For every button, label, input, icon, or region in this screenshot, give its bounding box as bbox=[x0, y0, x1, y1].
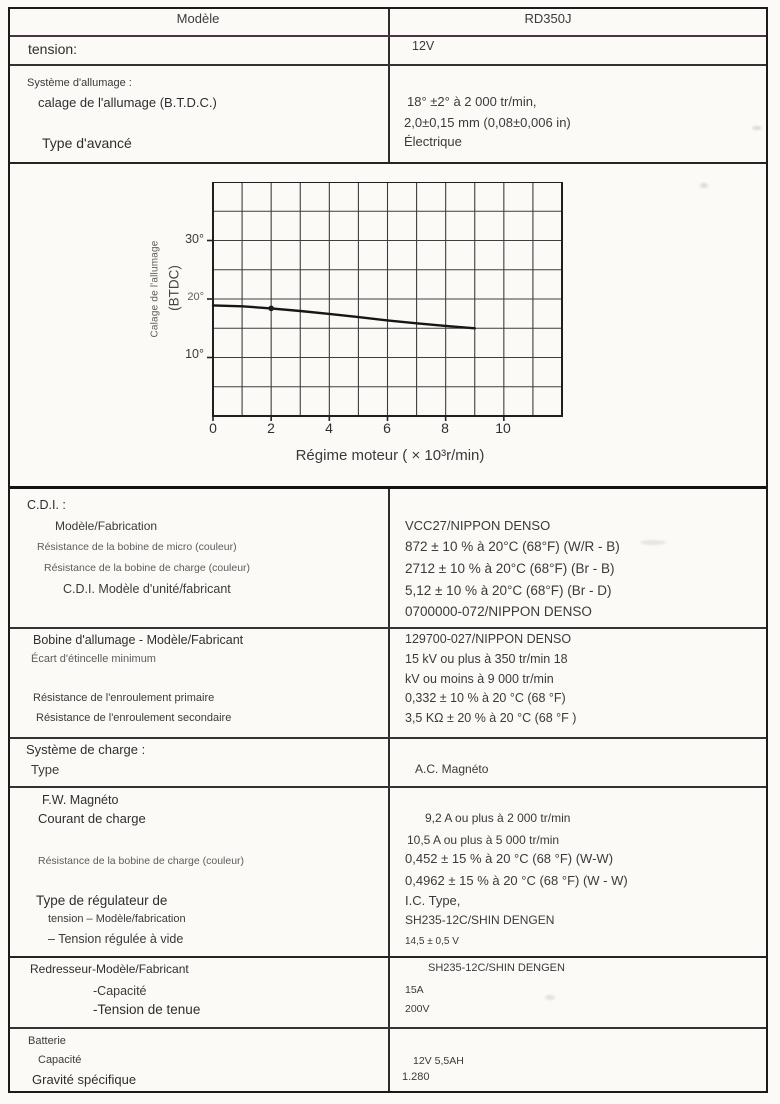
no-load-voltage-label: – Tension régulée à vide bbox=[48, 932, 184, 946]
advance-type-label: Type d'avancé bbox=[42, 135, 132, 151]
row-divider-coil bbox=[10, 737, 766, 739]
no-load-voltage-value: 14,5 ± 0,5 V bbox=[405, 936, 459, 947]
y-axis-title-line2: (BTDC) bbox=[166, 265, 182, 311]
y-tick-30: 30° bbox=[185, 232, 204, 246]
coil-model-value: 129700-027/NIPPON DENSO bbox=[405, 632, 572, 646]
advance-type-value: Électrique bbox=[404, 134, 462, 149]
row-divider-cdi bbox=[10, 627, 766, 629]
coil-secondary-value: 3,5 KΩ ± 20 % à 20 °C (68 °F ) bbox=[405, 711, 577, 725]
coil-primary-label: Résistance de l'enroulement primaire bbox=[33, 692, 215, 704]
charge-system-type-value: A.C. Magnéto bbox=[415, 762, 489, 776]
cdi-charge-coil-value: 2712 ± 10 % à 20°C (68°F) (Br - B) bbox=[405, 561, 615, 576]
coil-spark-gap-value-line2: kV ou moins à 9 000 tr/min bbox=[405, 672, 554, 686]
fw-charge-coil-label: Résistance de la bobine de charge (couleur) bbox=[38, 855, 245, 867]
cdi-charge-coil-label: Résistance de la bobine de charge (couleur) bbox=[44, 562, 251, 574]
y-axis-title-line1: Calage de l'allumage bbox=[149, 240, 161, 338]
ignition-section-title: Système d'allumage : bbox=[27, 77, 132, 89]
header-model-label: Modèle bbox=[176, 11, 220, 26]
y-tick-10: 10° bbox=[185, 347, 204, 361]
coil-spark-gap-label: Écart d'étincelle minimum bbox=[31, 653, 156, 665]
x-tick-0: 0 bbox=[209, 420, 217, 436]
row-divider-fw-magneto bbox=[10, 956, 766, 958]
rectifier-capacity-label: -Capacité bbox=[93, 984, 147, 998]
fw-current-label: Courant de charge bbox=[38, 811, 146, 826]
row-divider-charge-system bbox=[10, 786, 766, 788]
coil-model-label: Bobine d'allumage - Modèle/Fabricant bbox=[33, 633, 244, 647]
x-tick-4: 4 bbox=[325, 420, 333, 436]
cdi-model-label: Modèle/Fabrication bbox=[55, 519, 158, 533]
rectifier-model-value: SH235-12C/SHIN DENGEN bbox=[428, 962, 565, 974]
battery-gravity-value: 1.280 bbox=[402, 1071, 430, 1083]
fw-charge-coil-value-line1: 0,452 ± 15 % à 20 °C (68 °F) (W-W) bbox=[405, 851, 614, 866]
charge-system-title: Système de charge : bbox=[26, 742, 146, 757]
rectifier-withstand-label: -Tension de tenue bbox=[93, 1002, 201, 1017]
regulator-label-line2: tension – Modèle/fabrication bbox=[48, 913, 186, 925]
cdi-unit-value-line1: 5,12 ± 10 % à 20°C (68°F) (Br - D) bbox=[405, 583, 612, 598]
x-tick-8: 8 bbox=[441, 420, 449, 436]
scan-smudge bbox=[752, 126, 762, 130]
row-divider-chart bbox=[10, 486, 766, 489]
fw-magneto-title: F.W. Magnéto bbox=[42, 793, 119, 807]
scan-smudge bbox=[545, 995, 555, 1000]
rectifier-model-label: Redresseur-Modèle/Fabricant bbox=[30, 962, 189, 976]
charge-system-type-label: Type bbox=[31, 762, 60, 777]
row-divider-header bbox=[10, 35, 766, 37]
rectifier-withstand-value: 200V bbox=[405, 1003, 430, 1015]
battery-section-title: Batterie bbox=[28, 1035, 66, 1047]
column-divider-top bbox=[388, 9, 390, 163]
cdi-micro-coil-label: Résistance de la bobine de micro (couleur) bbox=[37, 541, 237, 553]
y-tick-20: 20° bbox=[187, 291, 204, 303]
x-tick-6: 6 bbox=[383, 420, 391, 436]
scan-smudge bbox=[700, 183, 708, 188]
row-divider-ignition bbox=[10, 162, 766, 164]
x-tick-2: 2 bbox=[267, 420, 275, 436]
regulator-label-line1: Type de régulateur de bbox=[36, 893, 168, 908]
rectifier-capacity-value: 15A bbox=[405, 984, 424, 996]
regulator-value-line2: SH235-12C/SHIN DENGEN bbox=[405, 913, 555, 927]
ignition-timing-value-line1: 18° ±2° à 2 000 tr/min, bbox=[407, 94, 537, 109]
column-divider-bottom bbox=[388, 489, 390, 1091]
regulator-value-line1: I.C. Type, bbox=[405, 893, 461, 908]
row-divider-rectifier bbox=[10, 1027, 766, 1029]
coil-primary-value: 0,332 ± 10 % à 20 °C (68 °F) bbox=[405, 691, 566, 705]
fw-current-value-line1: 9,2 A ou plus à 2 000 tr/min bbox=[425, 811, 571, 825]
tension-label: tension: bbox=[28, 41, 78, 57]
battery-gravity-label: Gravité spécifique bbox=[32, 1072, 137, 1087]
scan-smudge bbox=[640, 540, 666, 545]
ignition-timing-chart bbox=[207, 182, 569, 424]
cdi-unit-value-line2: 0700000-072/NIPPON DENSO bbox=[405, 604, 592, 619]
tension-value: 12V bbox=[412, 39, 435, 53]
ignition-timing-value-line2: 2,0±0,15 mm (0,08±0,006 in) bbox=[404, 115, 571, 130]
cdi-model-value: VCC27/NIPPON DENSO bbox=[405, 518, 551, 533]
cdi-micro-coil-value: 872 ± 10 % à 20°C (68°F) (W/R - B) bbox=[405, 539, 620, 554]
cdi-unit-label: C.D.I. Modèle d'unité/fabricant bbox=[63, 582, 231, 596]
header-model-value: RD350J bbox=[524, 11, 572, 26]
row-divider-tension bbox=[10, 64, 766, 66]
x-tick-10: 10 bbox=[495, 420, 511, 436]
fw-current-value-line2: 10,5 A ou plus à 5 000 tr/min bbox=[407, 833, 560, 847]
battery-capacity-value: 12V 5,5AH bbox=[413, 1055, 464, 1067]
x-axis-title: Régime moteur ( × 10³r/min) bbox=[295, 447, 485, 464]
ignition-timing-label: calage de l'allumage (B.T.D.C.) bbox=[38, 95, 217, 110]
cdi-section-title: C.D.I. : bbox=[27, 498, 66, 512]
coil-spark-gap-value-line1: 15 kV ou plus à 350 tr/min 18 bbox=[405, 652, 568, 666]
coil-secondary-label: Résistance de l'enroulement secondaire bbox=[36, 712, 232, 724]
battery-capacity-label: Capacité bbox=[38, 1054, 82, 1066]
fw-charge-coil-value-line2: 0,4962 ± 15 % à 20 °C (68 °F) (W - W) bbox=[405, 873, 628, 888]
